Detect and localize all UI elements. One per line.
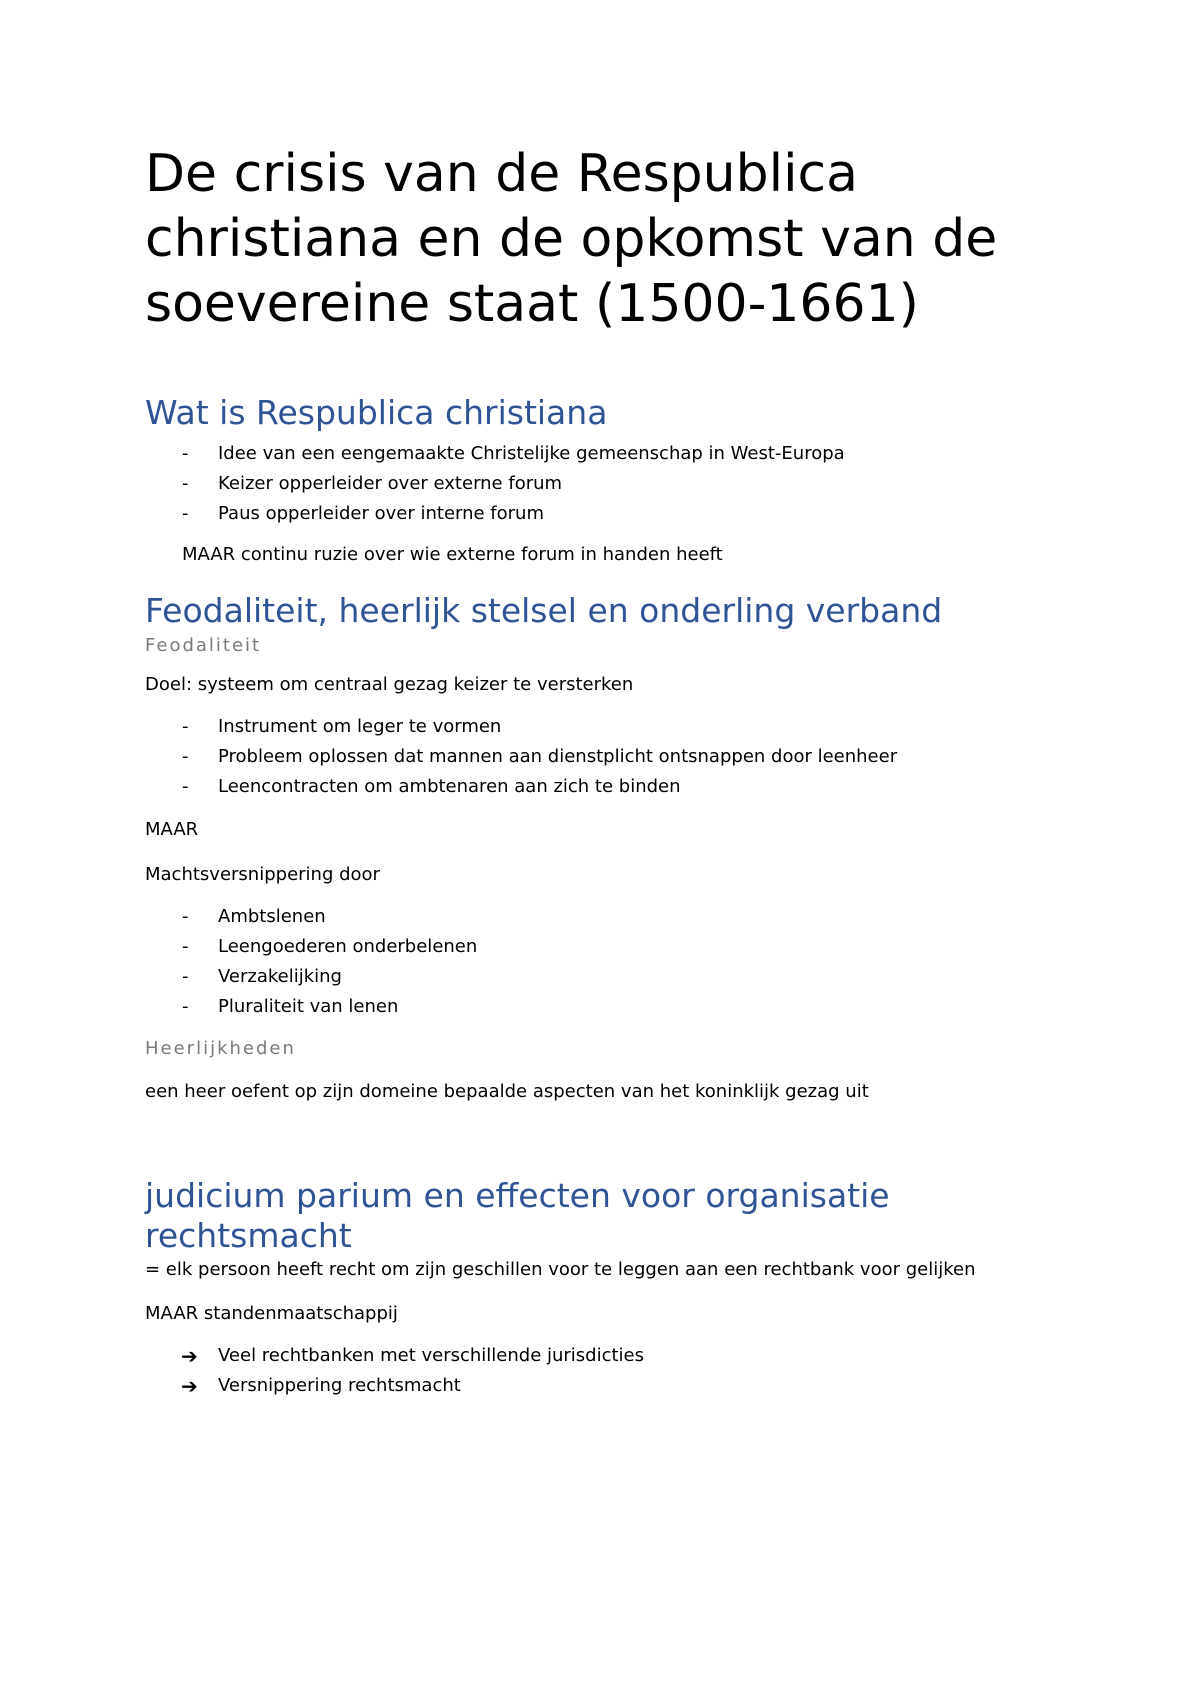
list-item: - Paus opperleider over interne forum xyxy=(145,499,1065,529)
dash-marker: - xyxy=(182,936,189,957)
heading-judicium: judicium parium en effecten voor organisatie rechtsmacht xyxy=(145,1176,890,1255)
list-item: - Ambtslenen xyxy=(145,902,1065,932)
dash-marker: - xyxy=(182,906,189,927)
list-item: - Idee van een eengemaakte Christelijke gemeenschap in West-Europa xyxy=(145,439,1065,469)
subheading-heerlijkheden: Heerlijkheden xyxy=(145,1038,296,1059)
list-item: ➔ Versnippering rechtsmacht xyxy=(145,1371,1065,1401)
arrow-icon: ➔ xyxy=(181,1344,198,1368)
maar-text: MAAR xyxy=(145,819,199,840)
dash-marker: - xyxy=(182,746,189,767)
dash-marker: - xyxy=(182,473,189,494)
respublica-list xyxy=(145,439,1065,529)
respublica-note: MAAR continu ruzie over wie externe forum in handen heeft xyxy=(182,544,723,565)
heading-feodaliteit: Feodaliteit, heerlijk stelsel en onderling verband xyxy=(145,591,943,630)
dash-marker: - xyxy=(182,503,189,524)
arrow-icon: ➔ xyxy=(181,1374,198,1398)
subheading-feodaliteit: Feodaliteit xyxy=(145,635,262,656)
list-item: - Instrument om leger te vormen xyxy=(145,712,1065,742)
heerlijkheden-text: een heer oefent op zijn domeine bepaalde aspecten van het koninklijk gezag uit xyxy=(145,1081,869,1102)
dash-marker: - xyxy=(182,996,189,1017)
dash-marker: - xyxy=(182,443,189,464)
dash-marker: - xyxy=(182,716,189,737)
list-item: - Verzakelijking xyxy=(145,962,1065,992)
judicium-list xyxy=(145,1341,1065,1401)
machtsversnippering-list xyxy=(145,902,1065,1022)
dash-marker: - xyxy=(182,966,189,987)
dash-marker: - xyxy=(182,776,189,797)
list-item: - Leengoederen onderbelenen xyxy=(145,932,1065,962)
heading-respublica: Wat is Respublica christiana xyxy=(145,393,608,432)
standenmaatschappij-text: MAAR standenmaatschappij xyxy=(145,1303,398,1324)
list-item: - Keizer opperleider over externe forum xyxy=(145,469,1065,499)
document-title: De crisis van de Respublica christiana en de opkomst van de soevereine staat (1500-1661) xyxy=(145,144,998,334)
list-item: - Pluraliteit van lenen xyxy=(145,992,1065,1022)
doel-text: Doel: systeem om centraal gezag keizer te versterken xyxy=(145,674,634,695)
list-item: ➔ Veel rechtbanken met verschillende jurisdicties xyxy=(145,1341,1065,1371)
list-item: - Leencontracten om ambtenaren aan zich te binden xyxy=(145,772,1065,802)
judicium-definition: = elk persoon heeft recht om zijn geschillen voor te leggen aan een rechtbank voor gelijken xyxy=(145,1259,976,1280)
list-item: - Probleem oplossen dat mannen aan dienstplicht ontsnappen door leenheer xyxy=(145,742,1065,772)
machtsversnippering-text: Machtsversnippering door xyxy=(145,864,380,885)
feodaliteit-list xyxy=(145,712,1065,802)
document-page xyxy=(145,142,1065,1401)
